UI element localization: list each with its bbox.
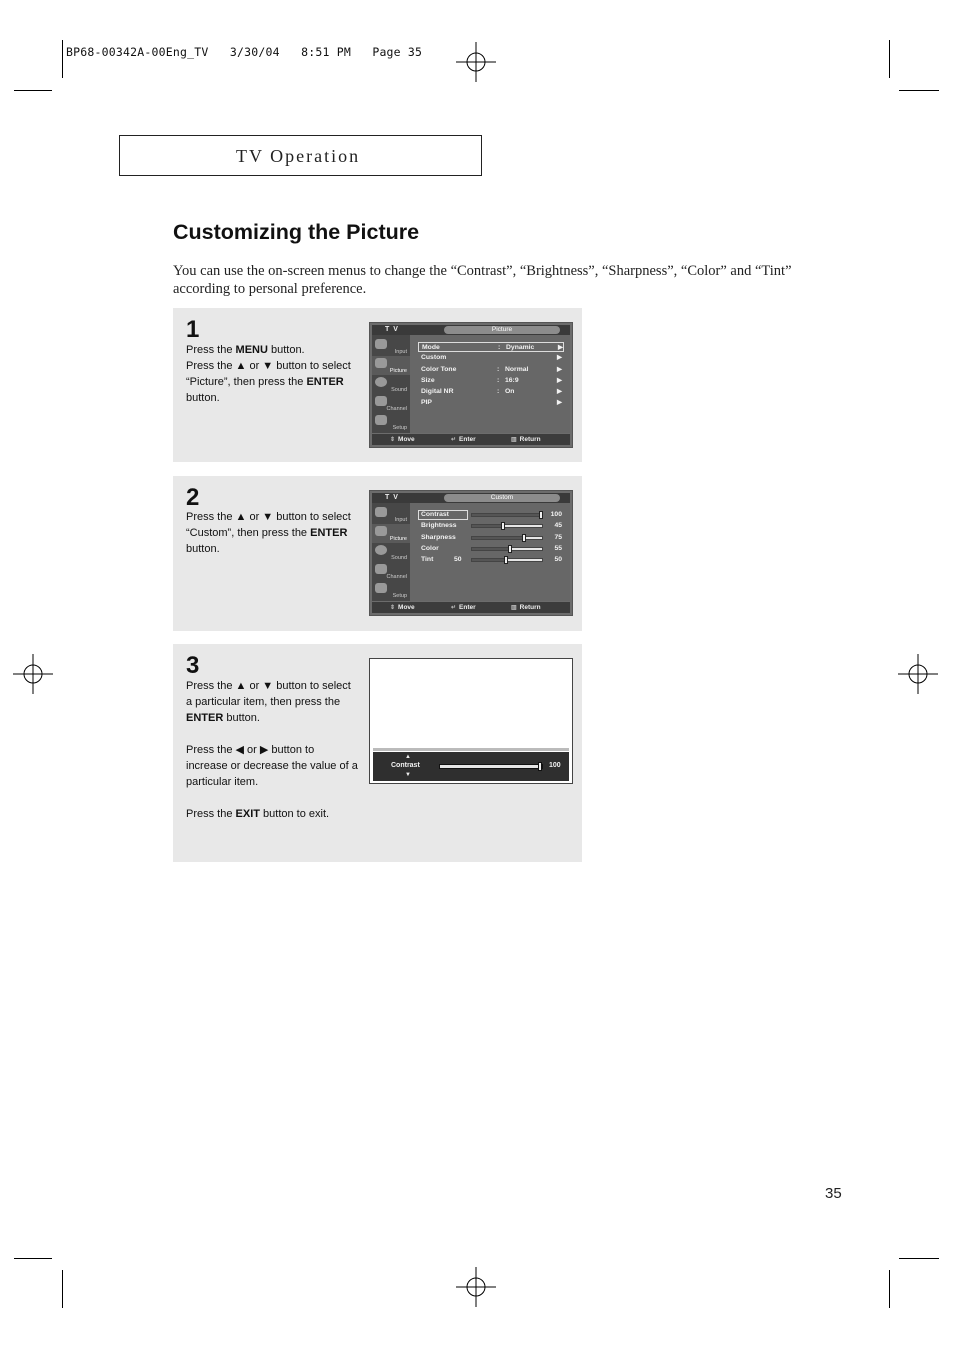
- osd-side-input: Input: [372, 337, 410, 356]
- slider-knob: [504, 556, 508, 564]
- osd-side-picture: Picture: [372, 524, 410, 543]
- osd-divider: [373, 748, 569, 751]
- slider-fill: [472, 537, 525, 539]
- step-instructions: Press the ▲ or ▼ button to select a particular item, then press the ENTER button. Press the ◀ or ▶ button to increase or decrease the value of a particular item. Press the EXIT button to exit.: [186, 680, 358, 820]
- adjust-slider-track: [439, 764, 543, 769]
- slider-fill: [472, 525, 504, 527]
- osd-side-channel: Channel: [372, 562, 410, 581]
- intro-text: You can use the on-screen menus to change the “Contrast”, “Brightness”, “Sharpness”, “Color” and “Tint” according to personal preference.: [173, 263, 792, 297]
- osd-side-sound: Sound: [372, 375, 410, 394]
- slider-value: 50: [554, 556, 562, 563]
- osd-picture-menu: [369, 322, 573, 448]
- arrow-right-icon: ▶: [557, 366, 562, 373]
- registration-mark-icon: [456, 42, 496, 82]
- adjust-slider-knob: [538, 762, 542, 771]
- arrow-down-icon: ▼: [405, 772, 411, 778]
- arrow-right-icon: ▶: [557, 399, 562, 406]
- slider-extra: 50: [454, 556, 462, 563]
- crop-mark: [889, 1270, 890, 1308]
- slider-knob: [501, 522, 505, 530]
- osd-row-digital-nr: Digital NR : On ▶: [421, 388, 562, 395]
- osd-title-bar: [372, 493, 570, 503]
- slider-label: Contrast: [421, 511, 449, 518]
- registration-mark-icon: [13, 654, 53, 694]
- print-slug: BP68-00342A-00Eng_TV 3/30/04 8:51 PM Page 35: [66, 45, 423, 59]
- crop-mark: [889, 40, 890, 78]
- move-icon: ⇕: [390, 605, 396, 611]
- enter-icon: ↵: [451, 605, 457, 611]
- osd-menu-title: Custom: [444, 494, 560, 502]
- osd-side-setup: Setup: [372, 581, 410, 600]
- sound-icon: [375, 377, 387, 387]
- step-1: [173, 308, 582, 462]
- adjust-label: Contrast: [391, 762, 420, 769]
- slider-label: Sharpness: [421, 534, 456, 541]
- step-instructions: Press the MENU button. Press the ▲ or ▼ button to select “Picture”, then press the ENTER button.: [186, 344, 351, 404]
- setup-icon: [375, 415, 387, 425]
- osd-contrast-adjust: [369, 658, 573, 784]
- osd-slider-row: [418, 555, 568, 565]
- return-icon: ▥: [511, 605, 517, 611]
- slider-fill: [472, 548, 511, 550]
- crop-mark: [899, 90, 939, 91]
- slider-fill: [472, 514, 542, 516]
- osd-tv-label: T V: [385, 326, 399, 333]
- crop-mark: [14, 90, 52, 91]
- osd-adjust-panel: [373, 752, 569, 781]
- osd-help-bar: ⇕ Move ↵ Enter ▥ Return: [372, 602, 570, 613]
- arrow-right-icon: ▶: [557, 377, 562, 384]
- osd-tv-label: T V: [385, 494, 399, 501]
- osd-slider-row: [418, 533, 568, 543]
- arrow-right-icon: ▶: [557, 354, 562, 361]
- osd-sidebar: [372, 335, 410, 433]
- step-instructions: Press the ▲ or ▼ button to select “Custom”, then press the ENTER button.: [186, 511, 351, 555]
- enter-icon: ↵: [451, 437, 457, 443]
- osd-side-setup: Setup: [372, 413, 410, 432]
- sound-icon: [375, 545, 387, 555]
- osd-side-picture: Picture: [372, 356, 410, 375]
- adjust-value: 100: [549, 762, 561, 769]
- osd-row-mode: Mode : Dynamic ▶: [418, 342, 564, 352]
- osd-menu-title: Picture: [444, 326, 560, 334]
- setup-icon: [375, 583, 387, 593]
- osd-custom-menu: [369, 490, 573, 616]
- slider-track: [471, 547, 543, 551]
- crop-mark: [62, 40, 63, 78]
- osd-sidebar: [372, 503, 410, 601]
- osd-slider-row: [418, 521, 568, 531]
- osd-content: [410, 503, 570, 601]
- osd-side-input: Input: [372, 505, 410, 524]
- osd-title-bar: [372, 325, 570, 335]
- arrow-right-icon: ▶: [557, 388, 562, 395]
- slider-label: Tint: [421, 556, 434, 563]
- step-number: 2: [186, 484, 200, 511]
- crop-mark: [62, 1270, 63, 1308]
- slider-track: [471, 536, 543, 540]
- step-number: 3: [186, 652, 200, 679]
- slider-value: 75: [554, 534, 562, 541]
- return-icon: ▥: [511, 437, 517, 443]
- slider-label: Brightness: [421, 522, 457, 529]
- slider-fill: [472, 559, 507, 561]
- slider-knob: [522, 534, 526, 542]
- osd-row-size: Size : 16:9 ▶: [421, 377, 562, 384]
- arrow-up-icon: ▲: [405, 754, 411, 760]
- slider-knob: [539, 511, 543, 519]
- step-2: [173, 476, 582, 631]
- osd-slider-row: [418, 510, 568, 520]
- move-icon: ⇕: [390, 437, 396, 443]
- page-number: 35: [825, 1185, 842, 1202]
- slider-track: [471, 524, 543, 528]
- osd-side-channel: Channel: [372, 394, 410, 413]
- osd-help-bar: ⇕ Move ↵ Enter ▥ Return: [372, 434, 570, 445]
- registration-mark-icon: [898, 654, 938, 694]
- osd-row-color-tone: Color Tone : Normal ▶: [421, 366, 562, 373]
- page-title: Customizing the Picture: [173, 220, 420, 244]
- section-header: [119, 135, 482, 176]
- osd-side-sound: Sound: [372, 543, 410, 562]
- slider-track: [471, 558, 543, 562]
- osd-slider-row: [418, 544, 568, 554]
- osd-row-pip: PIP ▶: [421, 399, 562, 406]
- section-title: TV Operation: [236, 146, 361, 166]
- registration-mark-icon: [456, 1267, 496, 1307]
- osd-content: [410, 335, 570, 433]
- slider-knob: [508, 545, 512, 553]
- channel-icon: [375, 396, 387, 406]
- crop-mark: [899, 1258, 939, 1259]
- arrow-right-icon: ▶: [558, 344, 563, 351]
- osd-row-custom: Custom ▶: [421, 354, 562, 361]
- channel-icon: [375, 564, 387, 574]
- slider-track: [471, 513, 543, 517]
- input-icon: [375, 339, 387, 349]
- slider-value: 100: [550, 511, 562, 518]
- slider-value: 55: [554, 545, 562, 552]
- step-3: [173, 644, 582, 862]
- step-number: 1: [186, 316, 200, 343]
- picture-icon: [375, 526, 387, 536]
- input-icon: [375, 507, 387, 517]
- crop-mark: [14, 1258, 52, 1259]
- picture-icon: [375, 358, 387, 368]
- slider-label: Color: [421, 545, 439, 552]
- slider-value: 45: [554, 522, 562, 529]
